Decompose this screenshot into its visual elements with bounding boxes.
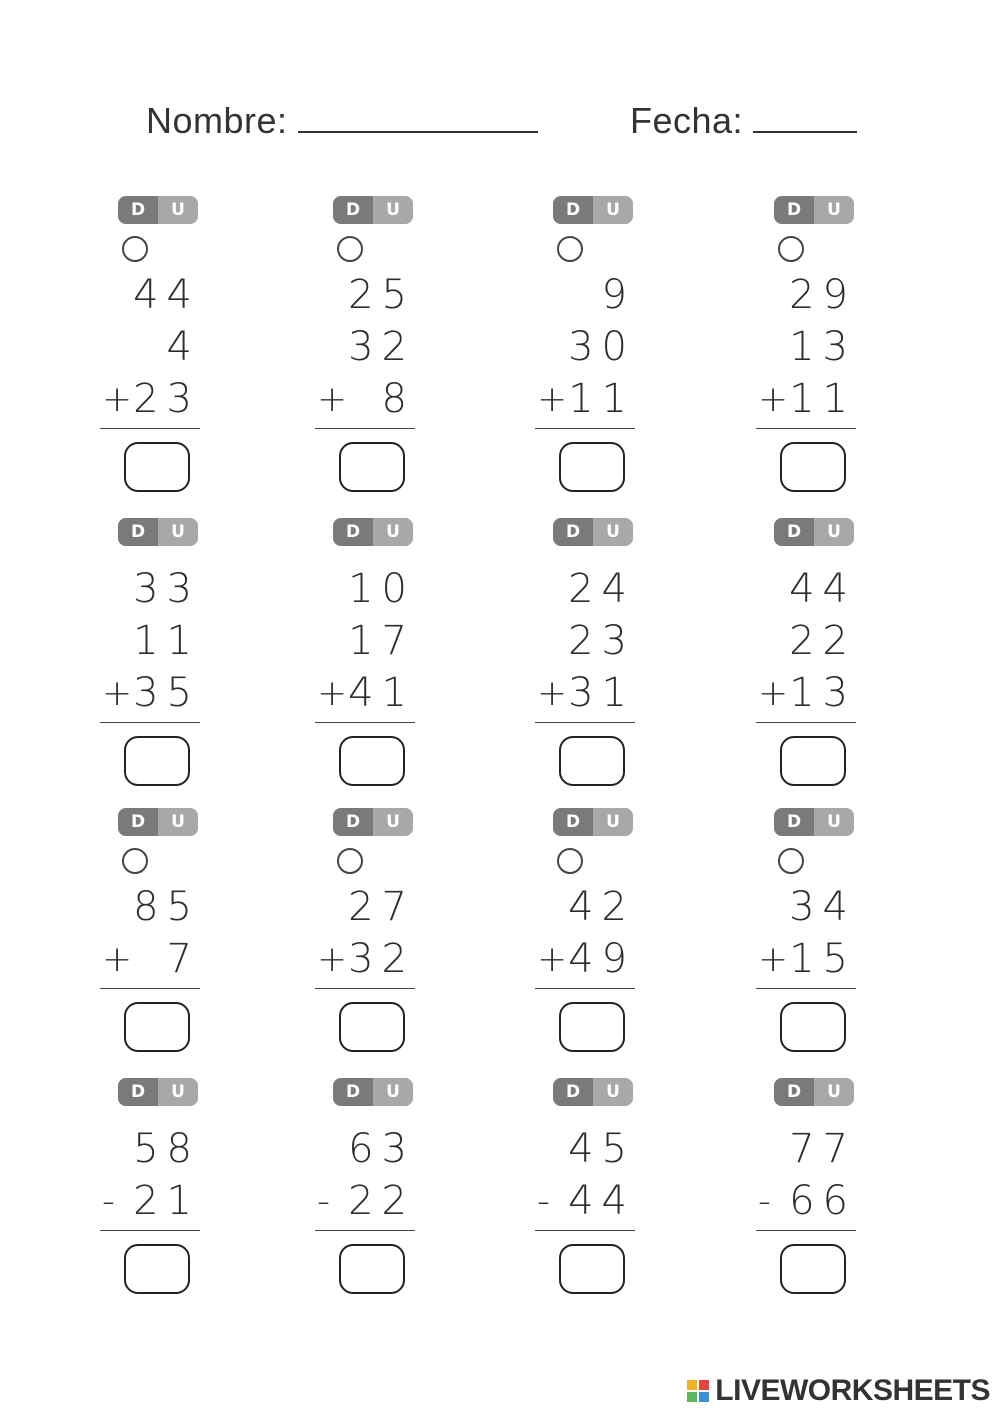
operand-value: 33 (133, 566, 200, 612)
operand-value: 7 (166, 936, 200, 982)
operand-value: 10 (348, 566, 415, 612)
plus-sign: + (537, 672, 568, 714)
date-field (630, 100, 857, 142)
operand (315, 374, 415, 424)
units-label: U (373, 808, 413, 836)
sum-line (756, 428, 856, 429)
plus-sign: + (537, 938, 568, 980)
plus-sign: + (317, 672, 348, 714)
operand (535, 882, 635, 932)
carry-circle[interactable] (557, 848, 583, 874)
operand-value: 29 (789, 272, 856, 318)
operand (100, 374, 200, 424)
plus-sign: + (102, 938, 133, 980)
place-value-header (118, 518, 198, 546)
operand (315, 1176, 415, 1226)
carry-circle[interactable] (122, 848, 148, 874)
operand-value: 58 (133, 1126, 200, 1172)
operand-value: 27 (348, 884, 415, 930)
sum-line (315, 1230, 415, 1231)
place-value-header (553, 196, 633, 224)
operand (315, 270, 415, 320)
tens-label: D (333, 1078, 373, 1106)
units-label: U (814, 518, 854, 546)
operand (756, 564, 856, 614)
answer-box[interactable] (339, 736, 405, 786)
operand (756, 616, 856, 666)
units-label: U (593, 1078, 633, 1106)
tens-label: D (553, 808, 593, 836)
minus-sign: - (102, 1180, 115, 1222)
operand (756, 1124, 856, 1174)
tens-label: D (333, 196, 373, 224)
operand-value: 13 (789, 670, 856, 716)
operand (100, 1124, 200, 1174)
tens-label: D (774, 1078, 814, 1106)
operand (535, 564, 635, 614)
operand-value: 31 (568, 670, 635, 716)
tens-label: D (553, 518, 593, 546)
operand (315, 882, 415, 932)
plus-sign: + (317, 938, 348, 980)
units-label: U (593, 196, 633, 224)
carry-circle[interactable] (337, 848, 363, 874)
place-value-header (333, 196, 413, 224)
answer-box[interactable] (124, 736, 190, 786)
answer-box[interactable] (124, 1002, 190, 1052)
operand (100, 668, 200, 718)
sum-line (535, 1230, 635, 1231)
units-label: U (373, 196, 413, 224)
place-value-header (333, 808, 413, 836)
operand (100, 934, 200, 984)
answer-box[interactable] (780, 1002, 846, 1052)
tens-label: D (333, 808, 373, 836)
logo-square (699, 1380, 709, 1390)
tens-label: D (774, 808, 814, 836)
operand (315, 322, 415, 372)
operand (315, 564, 415, 614)
operand-value: 77 (789, 1126, 856, 1172)
operand (535, 270, 635, 320)
answer-box[interactable] (124, 442, 190, 492)
date-input-line[interactable] (753, 101, 857, 133)
plus-sign: + (758, 938, 789, 980)
brand-text: LIVEWORKSHEETS (715, 1374, 990, 1407)
operand (756, 270, 856, 320)
operand-value: 49 (568, 936, 635, 982)
place-value-header (774, 518, 854, 546)
units-label: U (158, 196, 198, 224)
operand-value: 34 (789, 884, 856, 930)
answer-box[interactable] (339, 442, 405, 492)
operand-value: 17 (348, 618, 415, 664)
operand-value: 11 (133, 618, 200, 664)
operand-value: 23 (568, 618, 635, 664)
units-label: U (373, 1078, 413, 1106)
plus-sign: + (102, 378, 133, 420)
place-value-header (553, 1078, 633, 1106)
operand (535, 374, 635, 424)
operand-value: 42 (568, 884, 635, 930)
answer-box[interactable] (124, 1244, 190, 1294)
place-value-header (118, 808, 198, 836)
answer-box[interactable] (780, 1244, 846, 1294)
operand-value: 24 (568, 566, 635, 612)
tens-label: D (118, 808, 158, 836)
name-field (146, 100, 538, 142)
minus-sign: - (537, 1180, 550, 1222)
answer-box[interactable] (559, 442, 625, 492)
plus-sign: + (537, 378, 568, 420)
units-label: U (158, 518, 198, 546)
answer-box[interactable] (339, 1002, 405, 1052)
plus-sign: + (102, 672, 133, 714)
answer-box[interactable] (780, 442, 846, 492)
answer-box[interactable] (339, 1244, 405, 1294)
answer-box[interactable] (780, 736, 846, 786)
units-label: U (158, 1078, 198, 1106)
tens-label: D (118, 1078, 158, 1106)
operand-value: 22 (789, 618, 856, 664)
operand (100, 564, 200, 614)
operand (535, 616, 635, 666)
operand (535, 1124, 635, 1174)
operand-value: 44 (133, 272, 200, 318)
operand-value: 11 (789, 376, 856, 422)
operand-value: 85 (133, 884, 200, 930)
tens-label: D (553, 196, 593, 224)
operand-value: 35 (133, 670, 200, 716)
sum-line (315, 988, 415, 989)
carry-circle[interactable] (337, 236, 363, 262)
sum-line (756, 1230, 856, 1231)
tens-label: D (118, 518, 158, 546)
place-value-header (774, 196, 854, 224)
operand-value: 23 (133, 376, 200, 422)
operand (535, 668, 635, 718)
operand-value: 8 (381, 376, 415, 422)
operand-value: 21 (133, 1178, 200, 1224)
operand (535, 1176, 635, 1226)
units-label: U (158, 808, 198, 836)
operand-value: 11 (568, 376, 635, 422)
sum-line (100, 428, 200, 429)
units-label: U (593, 518, 633, 546)
operand (100, 270, 200, 320)
operand (756, 668, 856, 718)
operand (100, 1176, 200, 1226)
operand (100, 322, 200, 372)
operand (756, 322, 856, 372)
operand-value: 32 (348, 936, 415, 982)
tens-label: D (774, 518, 814, 546)
operand (315, 934, 415, 984)
tens-label: D (774, 196, 814, 224)
operand-value: 32 (348, 324, 415, 370)
tens-label: D (553, 1078, 593, 1106)
answer-box[interactable] (559, 1244, 625, 1294)
operand (756, 882, 856, 932)
sum-line (756, 988, 856, 989)
plus-sign: + (758, 378, 789, 420)
operand-value: 66 (789, 1178, 856, 1224)
carry-circle[interactable] (557, 236, 583, 262)
answer-box[interactable] (559, 736, 625, 786)
operand (315, 616, 415, 666)
sum-line (535, 988, 635, 989)
operand-value: 15 (789, 936, 856, 982)
units-label: U (814, 808, 854, 836)
operand (756, 934, 856, 984)
units-label: U (814, 1078, 854, 1106)
place-value-header (333, 518, 413, 546)
sum-line (315, 428, 415, 429)
operand-value: 22 (348, 1178, 415, 1224)
date-label: Fecha: (630, 100, 744, 141)
operand-value: 30 (568, 324, 635, 370)
operand-value: 63 (348, 1126, 415, 1172)
place-value-header (553, 518, 633, 546)
operand-value: 41 (348, 670, 415, 716)
place-value-header (553, 808, 633, 836)
sum-line (535, 722, 635, 723)
operand (535, 322, 635, 372)
plus-sign: + (317, 378, 348, 420)
sum-line (100, 722, 200, 723)
place-value-header (118, 1078, 198, 1106)
carry-circle[interactable] (122, 236, 148, 262)
place-value-header (774, 1078, 854, 1106)
operand (100, 616, 200, 666)
tens-label: D (333, 518, 373, 546)
place-value-header (333, 1078, 413, 1106)
carry-circle[interactable] (778, 848, 804, 874)
name-label: Nombre: (146, 100, 288, 141)
operand-value: 25 (348, 272, 415, 318)
sum-line (100, 1230, 200, 1231)
units-label: U (814, 196, 854, 224)
tens-label: D (118, 196, 158, 224)
units-label: U (593, 808, 633, 836)
operand-value: 4 (166, 324, 200, 370)
units-label: U (373, 518, 413, 546)
carry-circle[interactable] (778, 236, 804, 262)
sum-line (100, 988, 200, 989)
operand-value: 44 (568, 1178, 635, 1224)
plus-sign: + (758, 672, 789, 714)
operand-value: 13 (789, 324, 856, 370)
sum-line (315, 722, 415, 723)
operand (100, 882, 200, 932)
logo-square (687, 1380, 697, 1390)
logo-icon (687, 1380, 709, 1402)
logo-square (699, 1392, 709, 1402)
name-input-line[interactable] (298, 101, 538, 133)
operand-value: 44 (789, 566, 856, 612)
logo-square (687, 1392, 697, 1402)
operand-value: 45 (568, 1126, 635, 1172)
place-value-header (774, 808, 854, 836)
place-value-header (118, 196, 198, 224)
operand (315, 1124, 415, 1174)
sum-line (756, 722, 856, 723)
operand (535, 934, 635, 984)
sum-line (535, 428, 635, 429)
answer-box[interactable] (559, 1002, 625, 1052)
operand-value: 9 (601, 272, 635, 318)
operand (315, 668, 415, 718)
minus-sign: - (317, 1180, 330, 1222)
operand (756, 374, 856, 424)
operand (756, 1176, 856, 1226)
minus-sign: - (758, 1180, 771, 1222)
liveworksheets-logo (687, 1374, 990, 1408)
